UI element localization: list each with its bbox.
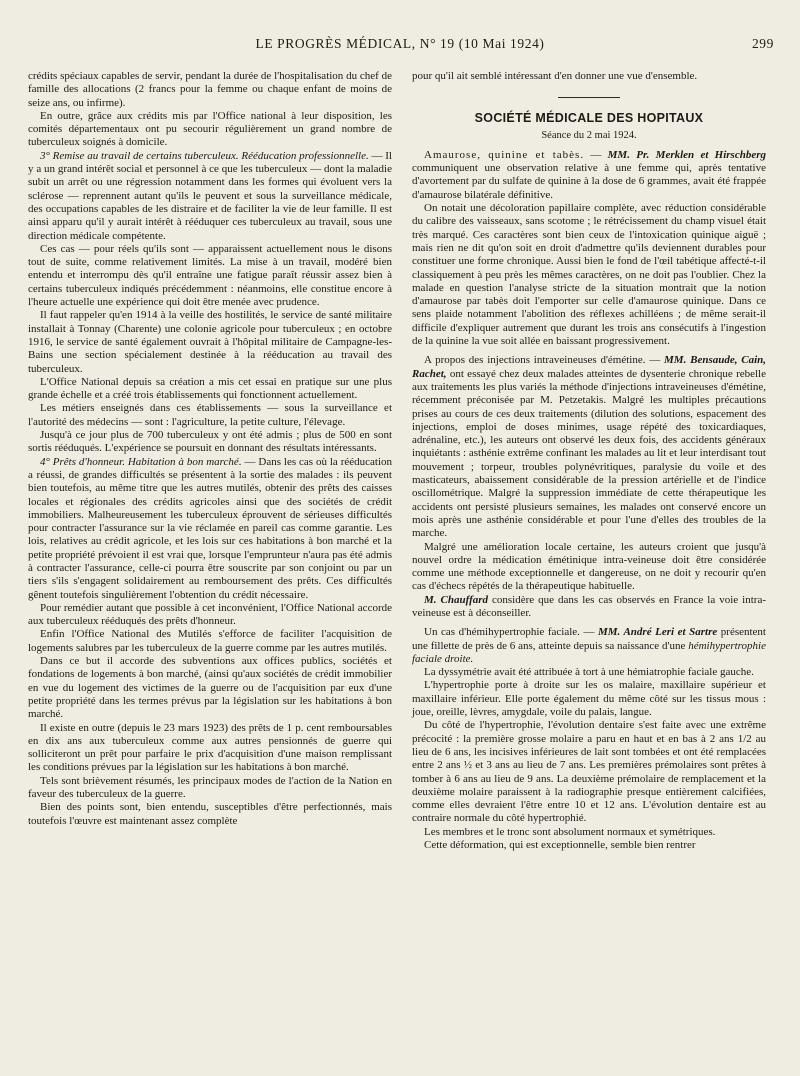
subsection-heading: 4° Prêts d'honneur. Habitation à bon marché. — [40, 455, 242, 468]
abstract-title: Un cas d'hémihypertrophie faciale. — [424, 626, 580, 639]
abstract-paragraph: Un cas d'hémihypertrophie faciale. — MM. André Leri et Sartre présentent une fillette de près de 6 ans, atteinte depuis sa naissance d'une hémihypertrophie faciale droite. — [412, 626, 766, 665]
authors: MM. André Leri et Sartre — [598, 626, 718, 639]
authors: MM. Bensaude, Cain, Rachet, — [412, 354, 766, 380]
abstract-title: A propos des injections intraveineuses d'émétine. — [424, 354, 646, 367]
paragraph: Du côté de l'hypertrophie, l'évolution dentaire s'est faite avec une extrême précocité : la première grosse molaire a paru en haut et en bas à 2 ans 1/2 au lieu de 6 ans, les incisives inférieures de lait sont tombées et ont été remplacées entre 2 ans ½ et 3 ans au lieu de 7 ans. Les premières prémolaires sont prêtes à tomber à 6 ans au lieu de 9 ans. La deuxième prémolaire de remplacement et la deuxième molaire paraissent à la radiographie presque entièrement calcifiées, comme elles devraient l'être entre 10 et 12 ans. L'évolution dentaire est au contraire normale du côté hypertrophié. — [412, 719, 766, 825]
paragraph: Les membres et le tronc sont absolument normaux et symétriques. — [424, 825, 716, 838]
paragraph: Bien des points sont, bien entendu, susceptibles d'être perfectionnés, mais toutefois l'œuvre est maintenant assez complète — [28, 801, 392, 827]
abstract-paragraph: A propos des injections intraveineuses d'émétine. — MM. Bensaude, Cain, Rachet, ont essayé chez deux malades atteintes de dysenterie chronique rebelle aux traitements les plus variés la méthode d'injections intraveineuses d'émétine, récemment préconisée par M. Petzetakis. Malgré les multiples précautions prises au cours de ces deux traitements (dilution des solutions, espacement des injections, emploi de doses minimes, usage répété des toxicardiaques, adrénaline, etc.), les auteurs ont observé les deux fois, des accidents généraux inquiétants : asthénie extrême confinant les malades au lit et leur interdisant tout mouvement ; torpeur, troubles polynévritiques, paralysie du voile et des masticateurs, abaissement considérable de la pression artérielle et de l'indice oscillométrique. Malgré la suppression immédiate de cette thérapeutique les accidents ont persisté plusieurs semaines, les malades ont conservé encore un mois après une asthénie considérable et pour l'une d'elles des troubles de la marche. — [412, 354, 766, 540]
paragraph: L'hypertrophie porte à droite sur les os malaire, maxillaire supérieur et maxillaire inférieur. Elle porte également du même côté sur les tissus mous : joue, oreille, lèvres, amygdale, voile du palais, langue. — [412, 679, 766, 719]
paragraph: Ces cas — pour réels qu'ils sont — apparaissent actuellement nous le disons tout de suite, comme relativement limités. La mise à un travail, modéré bien entendu et interrompu dès qu'il entraîne une fatigue paraît réussir assez bien à certains tuberculeux indiqués précédemment : néanmoins, elle constitue encore à l'heure actuelle une expérience qui doit être menée avec prudence. — [28, 242, 392, 309]
paragraph: Dans ce but il accorde des subventions aux offices publics, sociétés et fondations de logements à bon marché, (ainsi qu'aux sociétés de crédit immobilier en vue du logement des victimes de la guerre ou de l'acquisition par eux d'une petite propriété dans les termes prévus par la législation sur les habitations à bon marché. — [28, 655, 392, 721]
section-divider — [558, 97, 620, 98]
paragraph: En outre, grâce aux crédits mis par l'Office national à leur disposition, les comités départementaux ont pu secourir régulièrement un grand nombre de tuberculeux soignés à domicile. — [28, 109, 392, 149]
authors: MM. Pr. Merklen et Hirschberg — [607, 148, 767, 161]
authors: M. Chauffard — [424, 593, 489, 606]
paragraph: Il existe en outre (depuis le 23 mars 1923) des prêts de 1 p. cent remboursables en dix ans aux tuberculeux comme aux autres pensionnés de guerre qui solliciteront un prêt pour parfaire le prix d'acquisition d'une maison remplissant les conditions prévues par la législation sur les habitations à bon marché. — [28, 721, 392, 774]
paragraph: Les métiers enseignés dans ces établissements — sous la surveillance et l'autorité des médecins — sont : l'agriculture, la petite culture, l'élevage. — [28, 402, 392, 428]
paragraph: Pour remédier autant que possible à cet inconvénient, l'Office National accorde aux tuberculeux rééduqués des prêts d'honneur. — [28, 601, 392, 628]
page-header — [22, 36, 778, 56]
paragraph-text: — Dans les cas où la rééducation a réussi, de grandes difficultés se présentent à la sortie des malades : ils peuvent bien toutefois, au même titre que les autres mutilés, obtenir des prêts des caisses locales et régionales des crédits agricoles ainsi que des sociétés de crédit immobiliers. Malheureusement les tuberculeux éprouvent de sérieuses difficultés pour contracter l'assurance sur la vie réclamée en pareil cas comme garantie. Les lois, relatives au crédit agricole, et les lois sur ces habitations à bon marché et la petite propriété prévoient il est vrai que, lorsque l'emprunteur n'aura pas été admis à contracter l'assurance, celle-ci pourra être souscrite par son conjoint ou par un tiers s'ils s'engagent solidairement au remboursement des prêts. Ces difficultés gênent toutefois singulièrement l'obtention du crédit nécessaire. — [28, 455, 392, 601]
paragraph-text: ont essayé chez deux malades atteintes de dysenterie chronique rebelle aux traitements les plus variés la méthode d'injections intraveineuses d'émétine, récemment préconisée par M. Petzetakis. Malgré les multiples précautions prises au cours de ces deux traitements (dilution des solutions, espacement des injections, emploi de doses minimes, usage répété des toxicardiaques, adrénaline, etc.), les auteurs ont observé les deux fois, des accidents généraux inquiétants : asthénie extrême confinant les malades au lit et leur interdisant tout mouvement ; torpeur, troubles polynévritiques, paralysie du voile et des masticateurs, abaissement considérable de la pression artérielle et de l'indice oscillométrique. Malgré la suppression immédiate de cette thérapeutique les accidents ont persisté plusieurs semaines, les malades ont conservé encore un mois après une asthénie considérable et pour l'une d'elles des troubles de la marche. — [412, 367, 766, 540]
paragraph: Cette déformation, qui est exceptionnelle, semble bien rentrer — [424, 839, 696, 852]
paragraph-text: communiquent une observation relative à une femme qui, après tentative d'avortement par du sulfate de quinine à la dose de 6 grammes, avait été frappée d'amaurose bilatérale définitive. — [412, 162, 766, 201]
paragraph: crédits spéciaux capables de servir, pendant la durée de l'hospitalisation du chef de famille des allocations (2 francs pour la femme ou chaque enfant de moins de seize ans, ou infirme). — [28, 70, 392, 109]
emphasis: hémihypertrophie faciale droite. — [412, 639, 766, 665]
paragraph: Malgré une amélioration locale certaine, les auteurs croient que jusqu'à nouvel ordre la médication émétinique intra-veineuse doit être considérée comme une méthode exceptionnelle et dangereuse, on ne doit y recourir qu'en cas d'échecs répétés de la thérapeutique habituelle. — [412, 540, 766, 593]
paragraph: La dyssymétrie avait été attribuée à tort à une hémiatrophie faciale gauche. — [424, 666, 754, 679]
paragraph: Il faut rappeler qu'en 1914 à la veille des hostilités, le service de santé militaire installait à Tonnay (Charente) une colonie agricole pour tuberculeux ; en octobre 1916, le service de santé également ouvrait à l'hôpital militaire de Campagne-les-Bains une section spécialement destinée à la rééducation au travail des tuberculeux. — [28, 309, 392, 375]
paragraph — [28, 150, 392, 243]
abstract-title: Amaurose, quinine et tabès. — [424, 148, 585, 161]
paragraph: Tels sont brièvement résumés, les principaux modes de l'action de la Nation en faveur des tuberculeux de la guerre. — [28, 774, 392, 801]
paragraph: pour qu'il ait semblé intéressant d'en donner une vue d'ensemble. — [412, 70, 698, 82]
paragraph: On notait une décoloration papillaire complète, avec réduction considérable du calibre des vaisseaux, sans scotome ; le rétrécissement du champ visuel était très marqué. Ces caractères sont bien ceux de l'intoxication quinique aiguë ; mais rien ne dit qu'on soit en droit d'admettre qu'ils deviennent durables pour constituer une forme chronique. Aussi bien le fond de l'œil tabétique affecté-t-il classiquement à peu près les mêmes caractères, on ne doit pas l'oublier. Chez la malade en question l'analyse stricte de la situation montrait que la notion d'amaurose par tabès doit l'emporter sur celle d'amaurose quinique. Dans ce sens plaide notamment l'abolition des réflexes achilléens ; de même serait-il difficile d'expliquer autrement que durant les trois ans consécutifs à l'ingestion de la quinine la vue soit allée en baissant progressivement. — [412, 202, 766, 348]
paragraph: Enfin l'Office National des Mutilés s'efforce de faciliter l'acquisition de logements salubres par les tuberculeux de la guerre comme par les autres mutilés. — [28, 628, 392, 654]
right-column — [412, 70, 766, 852]
page-number: 299 — [751, 36, 774, 51]
section-title: SOCIÉTÉ MÉDICALE DES HOPITAUX — [474, 111, 704, 126]
paragraph-text: présentent une fillette de près de 6 ans, atteinte depuis sa naissance d'une — [412, 626, 766, 652]
running-title: LE PROGRÈS MÉDICAL, N° 19 (10 Mai 1924) — [255, 36, 545, 51]
abstract-paragraph: Amaurose, quinine et tabès. — MM. Pr. Merklen et Hirschberg communiquent une observation relative à une femme qui, après tentative d'avortement par du sulfate de quinine à la dose de 6 grammes, avait été frappée d'amaurose bilatérale définitive. — [412, 148, 767, 201]
paragraph: L'Office National depuis sa création a mis cet essai en pratique sur une plus grande échelle et a créé trois établissements qui fonctionnent actuellement. — [28, 375, 392, 402]
paragraph-text: considère que dans les cas observés en France la voie intra-veineuse est à déconseiller. — [412, 593, 766, 619]
subsection-heading: 3° Remise au travail de certains tuberculeux. Rééducation professionnelle. — [40, 149, 369, 162]
session-date: Séance du 2 mai 1924. — [541, 129, 637, 141]
paragraph — [412, 594, 766, 621]
paragraph-text: — Il y a un grand intérêt social et personnel à ce que les tuberculeux — dont la maladie subit un arrêt ou une régression notamment dans les formes qui évoluent vers la sclérose — reprennent autant qu'ils le peuvent et sous la surveillance médicale, des occupations capables de les distraire et de faciliter la vie de leur famille. Il est ainsi apparu qu'il y aurait intérêt à rééduquer ces tuberculeux au travail, sous une direction médicale compétente. — [28, 149, 392, 242]
paragraph: Jusqu'à ce jour plus de 700 tuberculeux y ont été admis ; plus de 500 en sont sortis rééduqués. L'expérience se poursuit en donnant des résultats intéressants. — [28, 429, 392, 455]
paragraph — [28, 456, 392, 602]
left-column — [28, 70, 392, 828]
